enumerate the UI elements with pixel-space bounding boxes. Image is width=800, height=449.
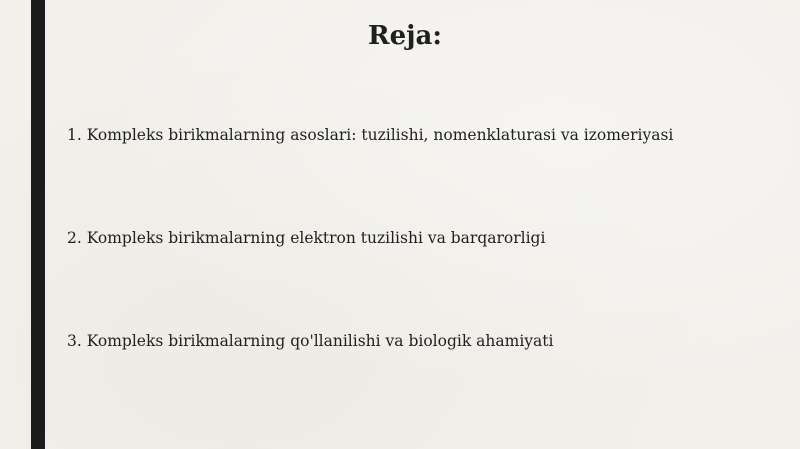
- left-accent-bar: [31, 0, 45, 449]
- plan-item-2: 2. Kompleks birikmalarning elektron tuzilishi va barqarorligi: [67, 229, 546, 247]
- plan-item-3: 3. Kompleks birikmalarning qo'llanilishi va biologik ahamiyati: [67, 332, 554, 350]
- slide-title: Reja:: [367, 21, 442, 51]
- plan-item-1: 1. Kompleks birikmalarning asoslari: tuzilishi, nomenklaturasi va izomeriyasi: [67, 126, 674, 144]
